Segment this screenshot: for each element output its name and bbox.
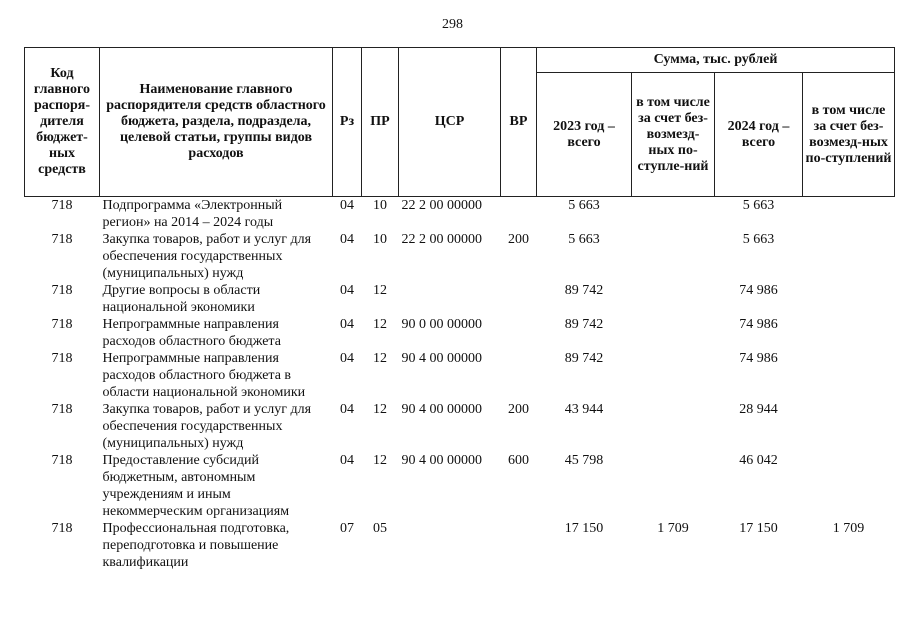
cell-2024-total: 5 663 [742,198,775,213]
cell-rz: 07 [340,521,354,536]
cell-name: Предоставление субсидий бюджетным, автономным учреждениям и иным некоммерческим организациям [102,453,290,519]
table-row [25,452,895,520]
table-row [25,401,895,452]
cell-2023-total: 89 742 [564,283,604,298]
cell-code: 718 [51,232,73,247]
cell-2024-total: 28 944 [739,402,778,417]
table-row [25,316,895,350]
cell-2023-total: 17 150 [564,521,604,536]
cell-vr: 600 [508,453,529,468]
cell-rz: 04 [340,232,354,247]
cell-2024-free [803,401,895,452]
cell-rz: 04 [340,453,354,468]
cell-2023-free [632,231,715,282]
cell-2024-free: 1 709 [832,521,865,536]
cell-code: 718 [51,198,73,213]
cell-code: 718 [51,351,73,366]
cell-name: Закупка товаров, работ и услуг для обеспечения государственных (муниципальных) нужд [102,402,312,451]
cell-2023-free [632,282,715,316]
table-row [25,520,895,571]
cell-rz: 04 [340,198,354,213]
table-row [25,350,895,401]
table-header [25,48,895,197]
cell-pr: 12 [373,453,387,468]
cell-vr [501,197,537,232]
header-sum-title: Сумма, тыс. рублей [537,48,895,73]
cell-vr: 200 [508,402,529,417]
cell-2023-total: 89 742 [564,351,604,366]
cell-2024-free [803,282,895,316]
cell-vr [501,282,537,316]
table-row [25,197,895,232]
header-2024-free: в том числе за счет без-возмезд-ных по-ступлений [803,73,895,197]
cell-code: 718 [51,317,73,332]
cell-2023-free: 1 709 [657,521,689,536]
cell-csr: 90 4 00 00000 [401,402,482,417]
cell-code: 718 [51,521,73,536]
cell-2023-free [632,197,715,232]
cell-pr: 12 [373,317,387,332]
cell-2024-free [803,316,895,350]
cell-csr: 90 4 00 00000 [401,453,482,468]
cell-code: 718 [51,283,73,298]
cell-rz: 04 [340,317,354,332]
cell-2024-total: 5 663 [742,232,775,247]
cell-vr [501,316,537,350]
cell-csr [399,520,501,571]
cell-2023-total: 89 742 [564,317,604,332]
header-2024-total: 2024 год – всего [715,73,803,197]
cell-name: Непрограммные направления расходов областного бюджета [102,317,281,349]
cell-rz: 04 [340,402,354,417]
table-row [25,231,895,282]
cell-pr: 12 [373,351,387,366]
header-csr: ЦСР [399,48,501,197]
cell-code: 718 [51,453,73,468]
cell-2024-free [803,350,895,401]
header-2023-total: 2023 год – всего [537,73,632,197]
cell-csr: 22 2 00 00000 [401,232,482,247]
cell-2024-free [803,452,895,520]
cell-2024-total: 74 986 [739,317,778,332]
cell-2023-total: 43 944 [564,402,604,417]
cell-2023-free [632,401,715,452]
cell-csr: 90 0 00 00000 [401,317,482,332]
cell-name: Закупка товаров, работ и услуг для обеспечения государственных (муниципальных) нужд [102,232,312,281]
header-rz: Рз [333,48,362,197]
cell-csr [399,282,501,316]
cell-csr: 22 2 00 00000 [401,198,482,213]
cell-2023-free [632,350,715,401]
cell-vr [501,520,537,571]
cell-rz: 04 [340,351,354,366]
cell-pr: 12 [373,402,387,417]
table-row [25,282,895,316]
cell-2023-free [632,316,715,350]
cell-pr: 05 [373,521,387,536]
cell-code: 718 [51,402,73,417]
cell-2024-total: 74 986 [739,283,778,298]
cell-2024-total: 17 150 [739,521,778,536]
cell-2023-total: 45 798 [564,453,604,468]
cell-name: Профессиональная подготовка, переподготовка и повышение квалификации [102,521,290,570]
cell-rz: 04 [340,283,354,298]
cell-vr [501,350,537,401]
header-pr: ПР [362,48,399,197]
cell-2024-free [803,197,895,232]
cell-name: Подпрограмма «Электронный регион» на 2014 – 2024 годы [102,198,283,230]
cell-vr: 200 [508,232,529,247]
header-vr: ВР [501,48,537,197]
cell-name: Другие вопросы в области национальной экономики [102,283,261,315]
cell-2023-total: 5 663 [568,198,600,213]
cell-csr: 90 4 00 00000 [401,351,482,366]
cell-2024-total: 74 986 [739,351,778,366]
header-code: Код главного распоря-дителя бюджет-ных средств [25,48,100,197]
budget-table [24,47,895,571]
cell-name: Непрограммные направления расходов областного бюджета в области национальной экономики [102,351,306,400]
table-body [25,197,895,572]
header-2023-free: в том числе за счет без-возмезд-ных по-ступле-ний [632,73,715,197]
cell-pr: 10 [373,198,387,213]
cell-pr: 12 [373,283,387,298]
cell-2023-free [632,452,715,520]
cell-2024-total: 46 042 [739,453,778,468]
cell-2024-free [803,231,895,282]
header-name: Наименование главного распорядителя средств областного бюджета, раздела, подраздела, целевой статьи, группы видов расходов [100,48,333,197]
page-number: 298 [442,17,463,32]
cell-2023-total: 5 663 [568,232,600,247]
cell-pr: 10 [373,232,387,247]
